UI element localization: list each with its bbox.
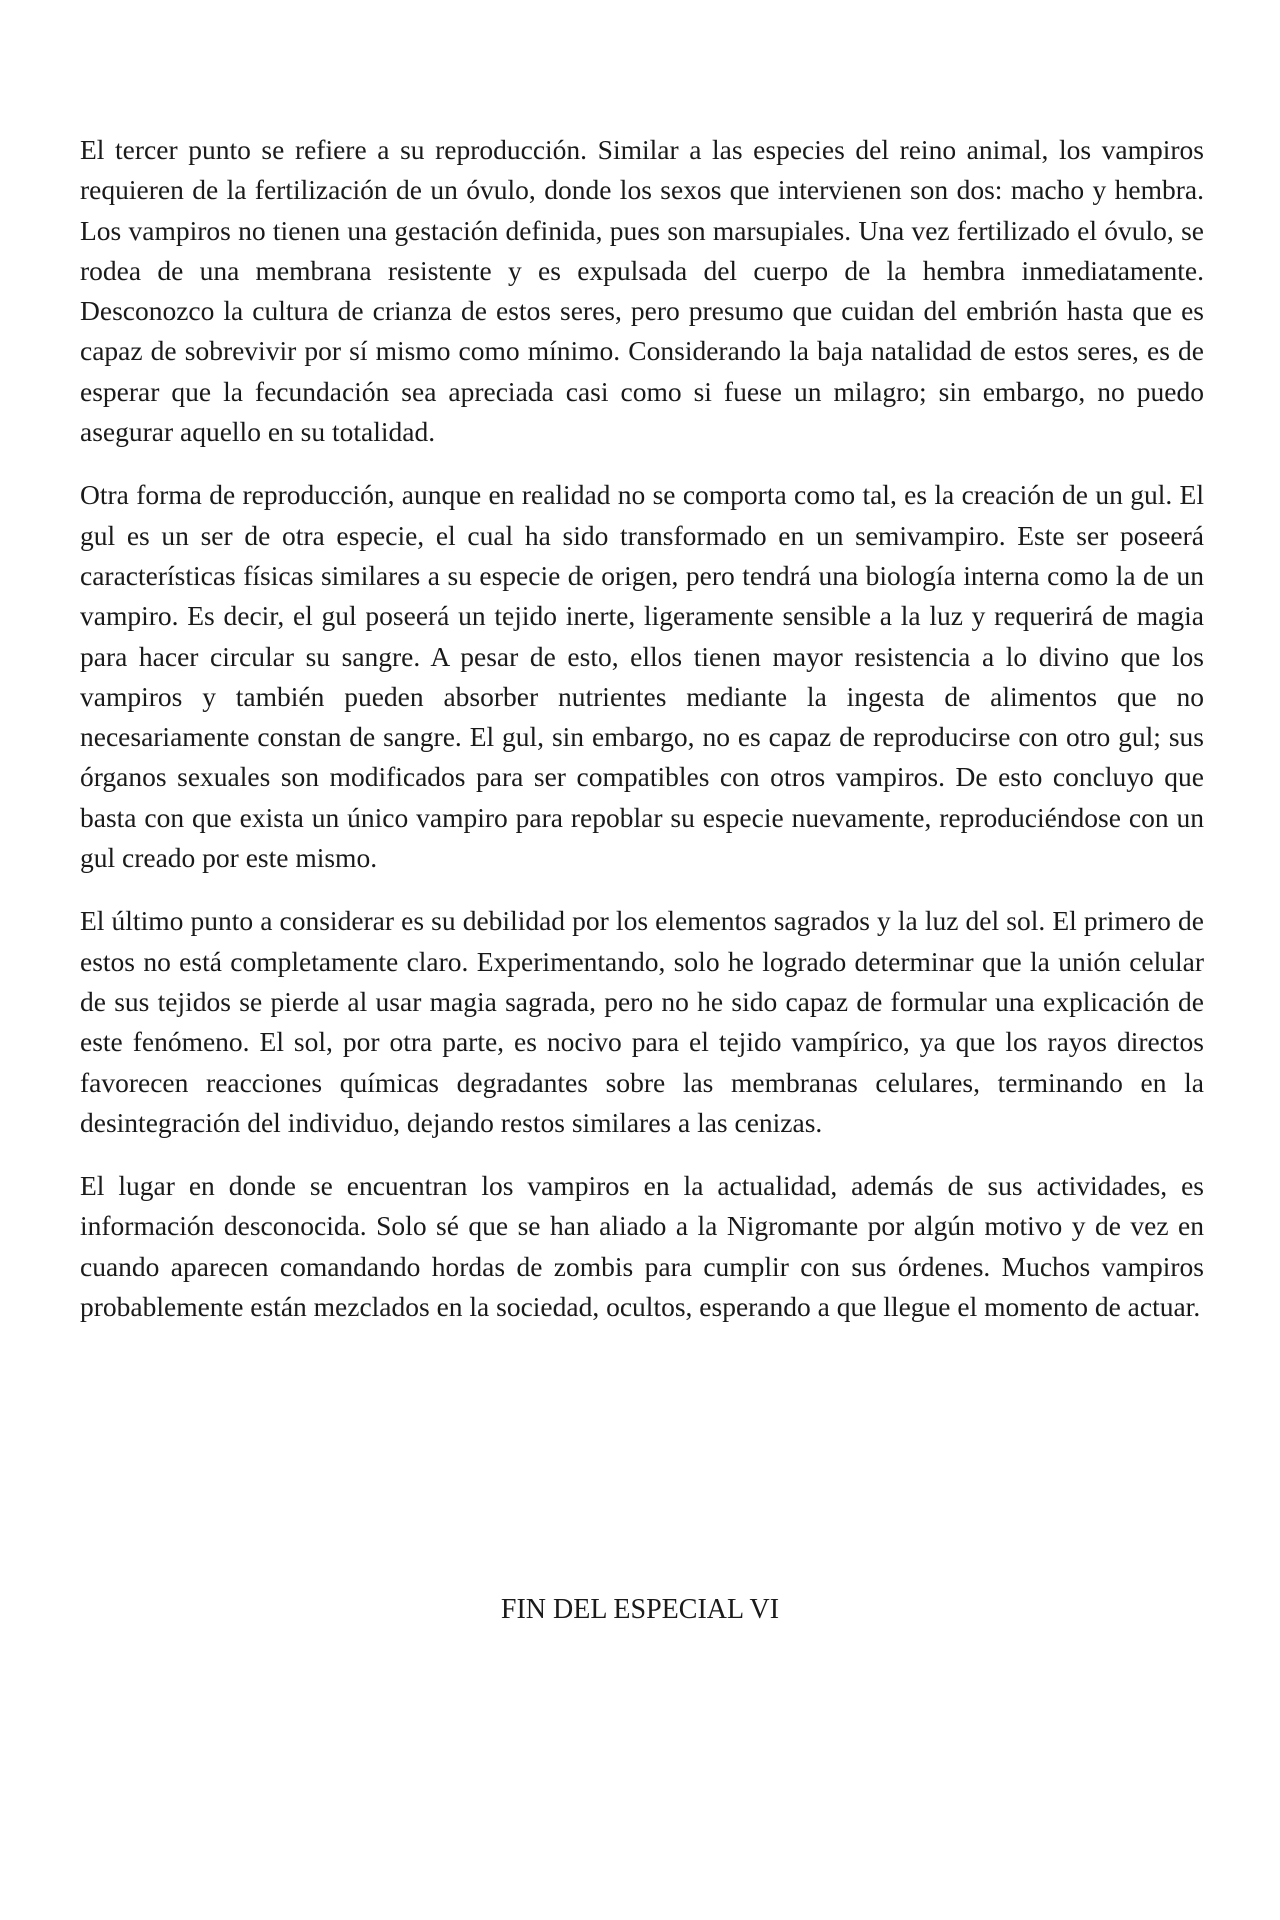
body-text <box>80 130 1204 1350</box>
paragraph-location: El lugar en donde se encuentran los vampiros en la actualidad, además de sus actividades, es información desconocida. Solo sé que se han aliado a la Nigromante por algún motivo y de vez en cuando aparecen comandando hordas de zombis para cumplir con sus órdenes. Muchos vampiros probablemente están mezclados en la sociedad, ocultos, esperando a que llegue el momento de actuar. <box>80 1170 1204 1323</box>
paragraph-weakness: El último punto a considerar es su debilidad por los elementos sagrados y la luz del sol. El primero de estos no está completamente claro. Experimentando, solo he logrado determinar que la unión celular de sus tejidos se pierde al usar magia sagrada, pero no he sido capaz de formular una explicación de este fenómeno. El sol, por otra parte, es nocivo para el tejido vampírico, ya que los rayos directos favorecen reacciones químicas degradantes sobre las membranas celulares, terminando en la desintegración del individuo, dejando restos similares a las cenizas. <box>80 905 1204 1138</box>
paragraph-reproduction: El tercer punto se refiere a su reproducción. Similar a las especies del reino animal, los vampiros requieren de la fertilización de un óvulo, donde los sexos que intervienen son dos: macho y hembra. Los vampiros no tienen una gestación definida, pues son marsupiales. Una vez fertilizado el óvulo, se rodea de una membrana resistente y es expulsada del cuerpo de la hembra inmediatamente. Desconozco la cultura de crianza de estos seres, pero presumo que cuidan del embrión hasta que es capaz de sobrevivir por sí mismo como mínimo. Considerando la baja natalidad de estos seres, es de esperar que la fecundación sea apreciada casi como si fuese un milagro; sin embargo, no puedo asegurar aquello en su totalidad. <box>80 134 1204 448</box>
paragraph-gul: Otra forma de reproducción, aunque en realidad no se comporta como tal, es la creación de un gul. El gul es un ser de otra especie, el cual ha sido transformado en un semivampiro. Este ser poseerá características físicas similares a su especie de origen, pero tendrá una biología interna como la de un vampiro. Es decir, el gul poseerá un tejido inerte, ligeramente sensible a la luz y requerirá de magia para hacer circular su sangre. A pesar de esto, ellos tienen mayor resistencia a lo divino que los vampiros y también pueden absorber nutrientes mediante la ingesta de alimentos que no necesariamente constan de sangre. El gul, sin embargo, no es capaz de reproducirse con otro gul; sus órganos sexuales son modificados para ser compatibles con otros vampiros. De esto concluyo que basta con que exista un único vampiro para repoblar su especie nuevamente, reproduciéndose con un gul creado por este mismo. <box>80 479 1204 874</box>
closing-title: FIN DEL ESPECIAL VI <box>500 1594 780 1625</box>
